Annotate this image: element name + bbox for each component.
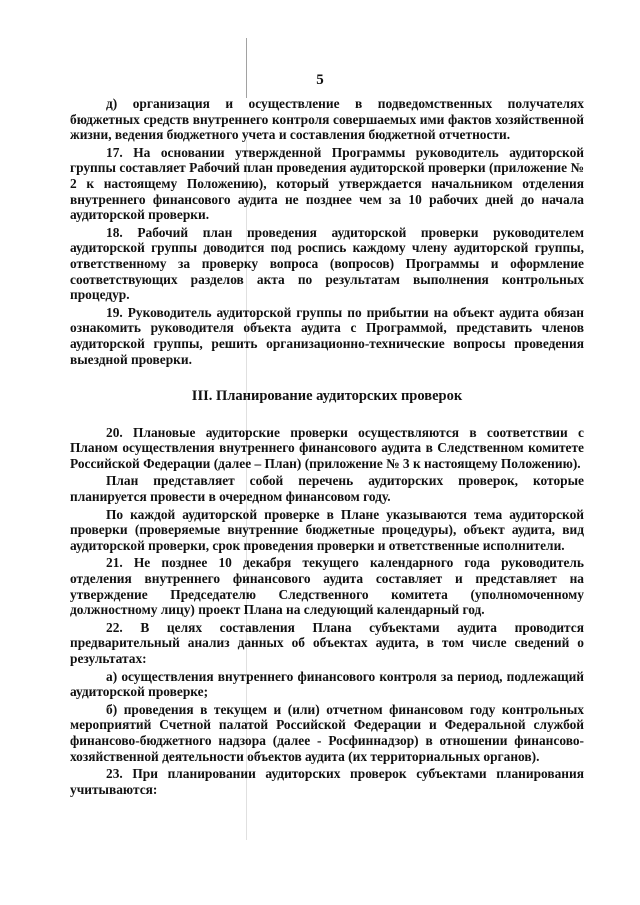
paragraph-19: 19. Руководитель аудиторской группы по прибытии на объект аудита обязан ознакомить руководителя объекта аудита с Программой, представить членов аудиторской группы, решить организационно-технические вопросы проведения выездной проверки. [70, 304, 584, 367]
paragraph-21: 21. Не позднее 10 декабря текущего календарного года руководитель отделения внутреннего финансового аудита составляет и представляет на утверждение Председателю Следственного комитета (уполномоченному должностному лицу) проект Плана на следующий календарный год. [70, 555, 584, 618]
paragraph-22-a: а) осуществления внутреннего финансового контроля за период, подлежащий аудиторской проверке; [70, 668, 584, 700]
paragraph-plan-contents: По каждой аудиторской проверке в Плане указываются тема аудиторской проверки (проверяемые внутренние бюджетные процедуры), объект аудита, вид аудиторской проверки, срок проведения проверки и ответственные исполнители. [70, 506, 584, 553]
scan-artifact-line [246, 38, 247, 98]
paragraph-20: 20. Плановые аудиторские проверки осуществляются в соответствии с Планом осуществления внутреннего финансового аудита в Следственном комитете Российской Федерации (далее – План) (приложение № 3 к настоящему Положению). [70, 424, 584, 471]
paragraph-17: 17. На основании утвержденной Программы руководитель аудиторской группы составляет Рабочий план проведения аудиторской проверки (приложение № 2 к настоящему Положению), который утверждается начальником отделения внутреннего финансового аудита не позднее чем за 10 рабочих дней до начала аудиторской проверки. [70, 144, 584, 223]
section-heading: III. Планирование аудиторских проверок [191, 388, 463, 405]
paragraph-plan-definition: План представляет собой перечень аудиторских проверок, которые планируется провести в очередном финансовом году. [70, 473, 584, 505]
paragraph-22-b: б) проведения в текущем и (или) отчетном финансовом году контрольных мероприятий Счетной палатой Российской Федерации и Федеральной службой финансово-бюджетного надзора (далее - Росфиннадзор) в отношении финансово-хозяйственной деятельности объектов аудита (их территориальных органов). [70, 701, 584, 764]
paragraph-d: д) организация и осуществление в подведомственных получателях бюджетных средств внутреннего контроля совершаемых ими фактов хозяйственной жизни, ведения бюджетного учета и составления бюджетной отчетности. [70, 96, 584, 143]
page-number: 5 [316, 72, 324, 88]
paragraph-18: 18. Рабочий план проведения аудиторской проверки руководителем аудиторской группы доводится под роспись каждому члену аудиторской группы, ответственному за проверку вопроса (вопросов) Программы и оформление соответствующих разделов акта по результатам выполнения контрольных процедур. [70, 224, 584, 303]
paragraph-23: 23. При планировании аудиторских проверок субъектами планирования учитываются: [70, 766, 584, 797]
paragraph-22: 22. В целях составления Плана субъектами аудита проводится предварительный анализ данных об объектах аудита, в том числе сведений о результатах: [70, 619, 584, 666]
document-body [70, 96, 584, 799]
